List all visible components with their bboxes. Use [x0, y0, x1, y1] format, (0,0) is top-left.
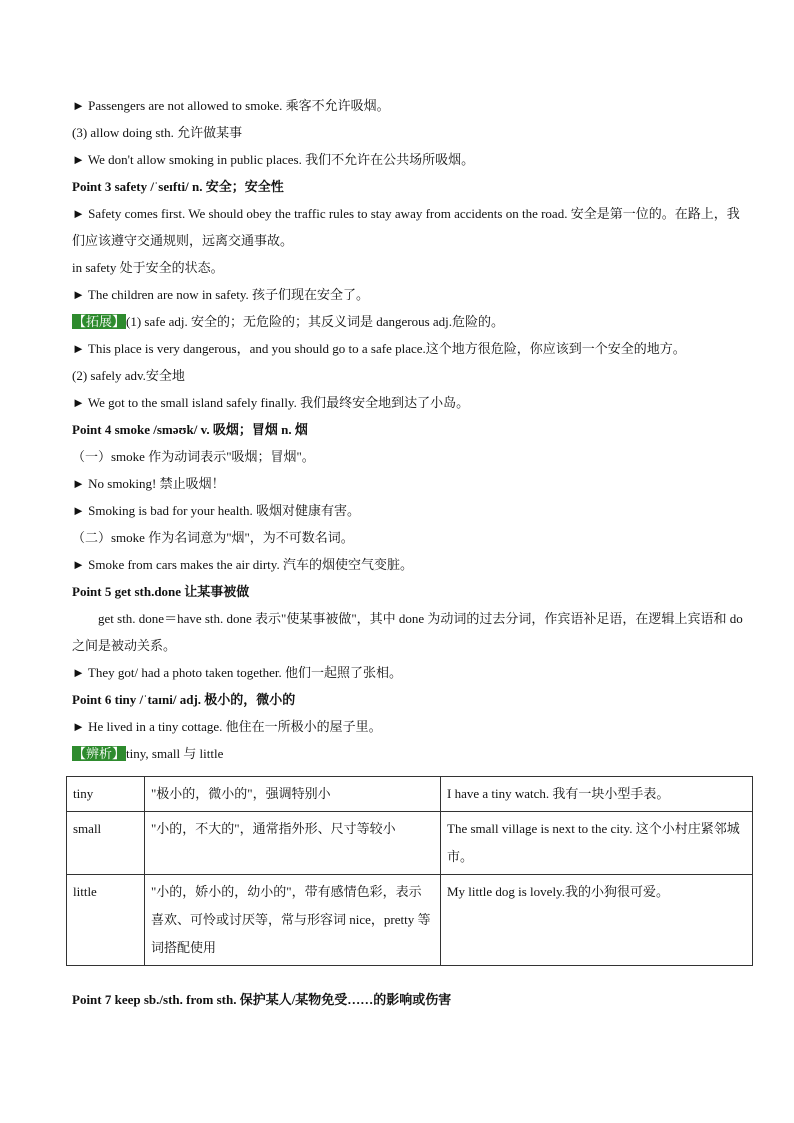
- extension-note: 【拓展】(1) safe adj. 安全的；无危险的；其反义词是 dangerous adj.危险的。: [73, 314, 505, 329]
- example-cell: My little dog is lovely.我的小狗很可爱。: [441, 875, 753, 966]
- meaning-cell: "小的，不大的"，通常指外形、尺寸等较小: [145, 812, 441, 875]
- example-sentence: ► The children are now in safety. 孩子们现在安全了。: [72, 287, 370, 302]
- comparison-note: 【辨析】tiny, small 与 little: [73, 746, 224, 761]
- word-cell: tiny: [67, 777, 145, 812]
- usage-note: (3) allow doing sth. 允许做某事: [72, 125, 243, 140]
- example-cell: I have a tiny watch. 我有一块小型手表。: [441, 777, 753, 812]
- example-sentence: ► We got to the small island safely finally. 我们最终安全地到达了小岛。: [72, 395, 470, 410]
- meaning-cell: "小的，娇小的，幼小的"，带有感情色彩，表示喜欢、可怜或讨厌等，常与形容词 nice，pretty 等词搭配使用: [145, 875, 441, 966]
- table-row: [67, 777, 753, 812]
- meaning-cell: "极小的，微小的"，强调特别小: [145, 777, 441, 812]
- document-page: [72, 92, 752, 767]
- word-cell: small: [67, 812, 145, 875]
- extension-note: (2) safely adv.安全地: [72, 368, 185, 383]
- example-sentence: ► They got/ had a photo taken together. 他们一起照了张相。: [72, 665, 402, 680]
- point7-heading: Point 7 keep sb./sth. from sth. 保护某人/某物免受……的影响或伤害: [72, 992, 452, 1007]
- usage-note: （一）smoke 作为动词表示"吸烟；冒烟"。: [72, 449, 315, 464]
- point6-heading: Point 6 tiny /ˈtaɪni/ adj. 极小的，微小的: [72, 692, 296, 707]
- example-sentence: ► Smoke from cars makes the air dirty. 汽车的烟使空气变脏。: [72, 557, 413, 572]
- example-cell: The small village is next to the city. 这个小村庄紧邻城市。: [441, 812, 753, 875]
- example-sentence: ► No smoking! 禁止吸烟！: [72, 476, 225, 491]
- example-sentence: ► Passengers are not allowed to smoke. 乘客不允许吸烟。: [72, 98, 390, 113]
- word-cell: little: [67, 875, 145, 966]
- explanation-paragraph: get sth. done＝have sth. done 表示"使某事被做"，其中 done 为动词的过去分词，作宾语补足语，在逻辑上宾语和 do 之间是被动关系。: [72, 611, 743, 653]
- example-sentence: ► Safety comes first. We should obey the traffic rules to stay away from accidents on the road. 安全是第一位的。在路上，我们应该遵守交通规则，远离交通事故。: [72, 206, 740, 248]
- comparison-table: [66, 776, 753, 966]
- phrase-note: in safety 处于安全的状态。: [72, 260, 224, 275]
- example-sentence: ► We don't allow smoking in public places. 我们不允许在公共场所吸烟。: [72, 152, 475, 167]
- example-sentence: ► This place is very dangerous，and you should go to a safe place.这个地方很危险，你应该到一个安全的地方。: [72, 341, 686, 356]
- example-sentence: ► Smoking is bad for your health. 吸烟对健康有害。: [72, 503, 361, 518]
- example-sentence: ► He lived in a tiny cottage. 他住在一所极小的屋子里。: [72, 719, 382, 734]
- point4-heading: Point 4 smoke /sməʊk/ v. 吸烟；冒烟 n. 烟: [72, 422, 308, 437]
- usage-note: （二）smoke 作为名词意为"烟"，为不可数名词。: [72, 530, 354, 545]
- table-row: [67, 812, 753, 875]
- point5-heading: Point 5 get sth.done 让某事被做: [72, 584, 250, 599]
- point3-heading: Point 3 safety /ˈseɪfti/ n. 安全；安全性: [72, 179, 284, 194]
- comparison-tag: 【辨析】: [73, 746, 126, 761]
- table-row: [67, 875, 753, 966]
- extension-tag: 【拓展】: [73, 314, 126, 329]
